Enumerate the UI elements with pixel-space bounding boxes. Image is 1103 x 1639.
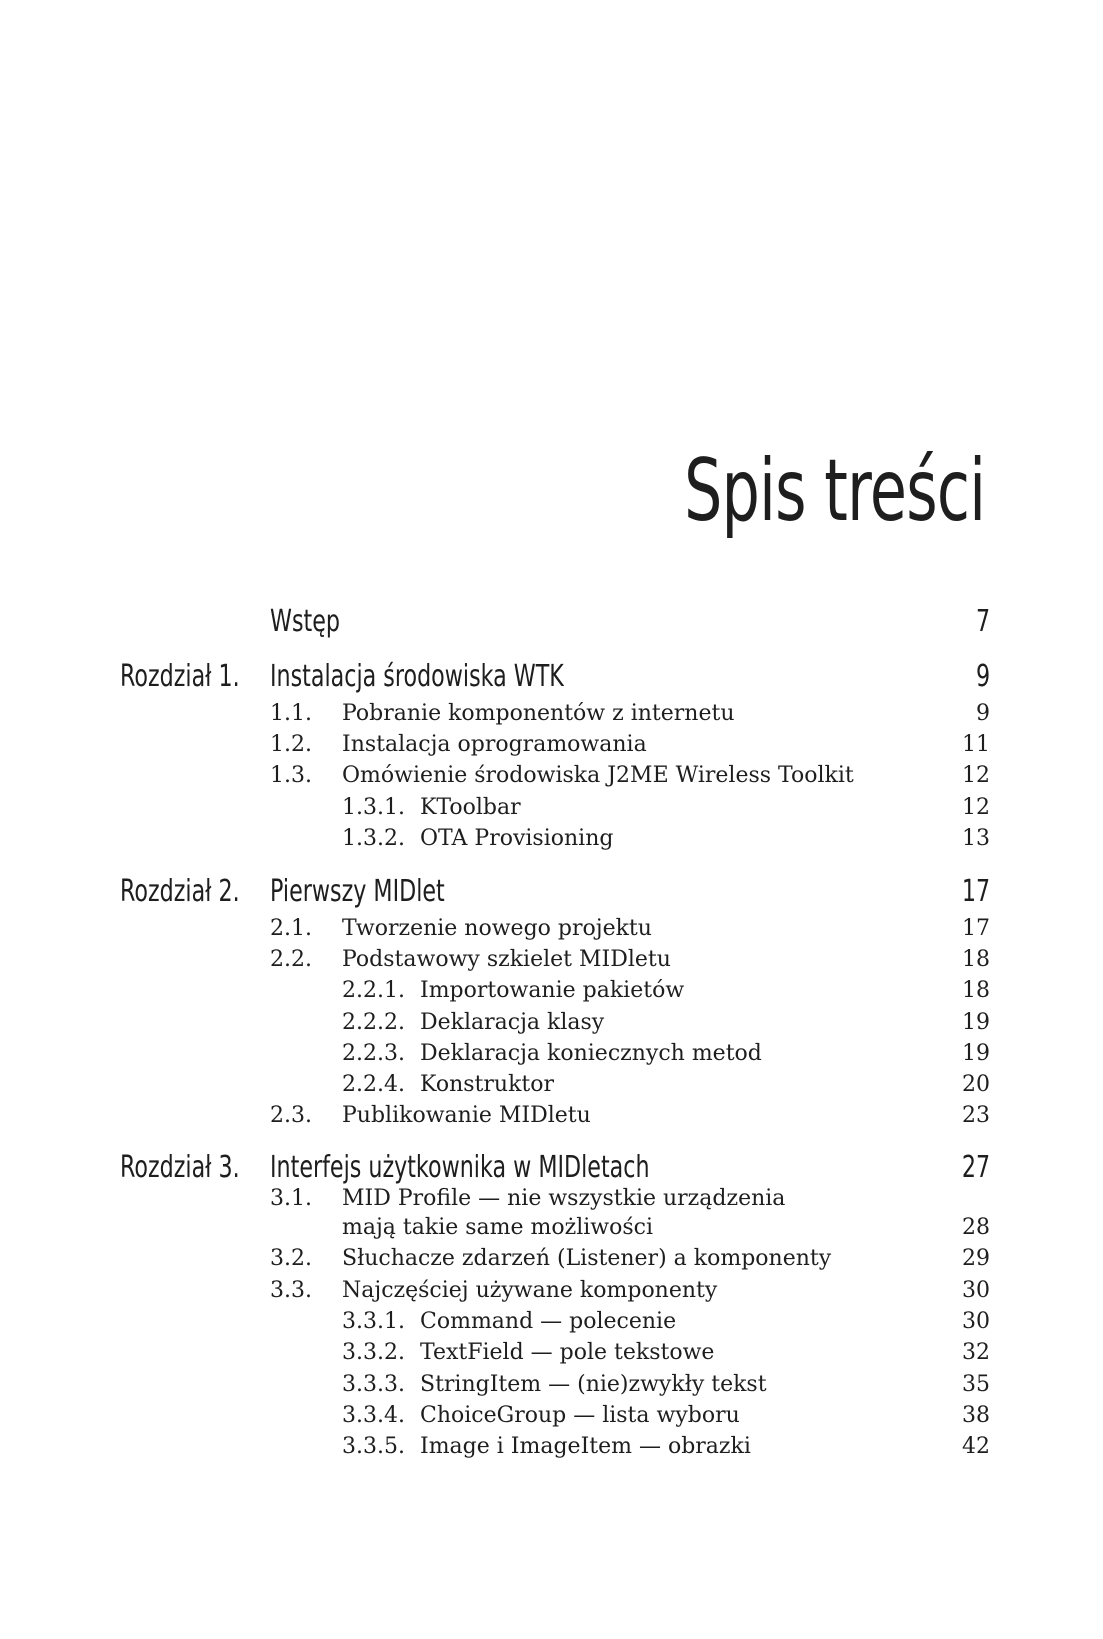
subsection-number: 3.3.2. — [342, 1340, 405, 1365]
section-page: 30 — [962, 1278, 990, 1303]
subsection-page: 38 — [962, 1403, 990, 1428]
chapter-title: Instalacja środowiska WTK — [270, 659, 564, 694]
subsection-number: 1.3.2. — [342, 826, 405, 851]
subsection-title: Deklaracja koniecznych metod — [420, 1041, 762, 1066]
subsection-title: ChoiceGroup — lista wyboru — [420, 1403, 740, 1428]
subsection-page: 32 — [962, 1340, 990, 1365]
section-page: 28 — [962, 1215, 990, 1240]
subsection-page: 13 — [962, 826, 990, 851]
subsection-title: StringItem — (nie)zwykły tekst — [420, 1372, 767, 1397]
chapter-page: 17 — [961, 874, 990, 909]
subsection-page: 12 — [962, 795, 990, 820]
section-title: Omówienie środowiska J2ME Wireless Toolkit — [342, 763, 854, 788]
subsection-title: Konstruktor — [420, 1072, 555, 1097]
chapter-label: Rozdział 2. — [120, 874, 240, 909]
section-number: 1.2. — [270, 732, 312, 757]
section-title: Podstawowy szkielet MIDletu — [342, 947, 671, 972]
section-title-line-1: MID Profile — nie wszystkie urządzenia — [342, 1186, 786, 1211]
section-number: 2.1. — [270, 916, 312, 941]
chapter-label: Rozdział 3. — [120, 1150, 240, 1185]
section-number: 3.2. — [270, 1246, 312, 1271]
section-title: Tworzenie nowego projektu — [342, 916, 652, 941]
subsection-title: TextField — pole tekstowe — [420, 1340, 715, 1365]
section-title: Pobranie komponentów z internetu — [342, 701, 735, 726]
section-number: 3.1. — [270, 1186, 312, 1211]
section-page: 29 — [962, 1246, 990, 1271]
subsection-number: 3.3.5. — [342, 1434, 405, 1459]
chapter-title: Interfejs użytkownika w MIDletach — [270, 1150, 650, 1185]
section-title: Publikowanie MIDletu — [342, 1103, 591, 1128]
chapter-page: 27 — [961, 1150, 990, 1185]
section-page: 12 — [962, 763, 990, 788]
chapter-page: 9 — [975, 659, 990, 694]
subsection-number: 1.3.1. — [342, 795, 405, 820]
subsection-number: 2.2.2. — [342, 1010, 405, 1035]
subsection-number: 3.3.1. — [342, 1309, 405, 1334]
section-number: 2.2. — [270, 947, 312, 972]
subsection-page: 30 — [962, 1309, 990, 1334]
subsection-number: 2.2.1. — [342, 978, 405, 1003]
section-page: 17 — [962, 916, 990, 941]
subsection-title: Deklaracja klasy — [420, 1010, 605, 1035]
preface-page: 7 — [975, 604, 990, 639]
subsection-number: 3.3.4. — [342, 1403, 405, 1428]
chapter-title: Pierwszy MIDlet — [270, 874, 445, 909]
subsection-title: Image i ImageItem — obrazki — [420, 1434, 751, 1459]
chapter-label: Rozdział 1. — [120, 659, 240, 694]
section-number: 3.3. — [270, 1278, 312, 1303]
subsection-title: Importowanie pakietów — [420, 978, 685, 1003]
section-page: 9 — [976, 701, 990, 726]
section-page: 11 — [962, 732, 990, 757]
subsection-page: 35 — [962, 1372, 990, 1397]
subsection-page: 42 — [962, 1434, 990, 1459]
section-number: 2.3. — [270, 1103, 312, 1128]
subsection-title: KToolbar — [420, 795, 521, 820]
page-title: Spis treści — [683, 441, 985, 541]
section-title: Słuchacze zdarzeń (Listener) a komponenty — [342, 1246, 832, 1271]
section-page: 23 — [962, 1103, 990, 1128]
subsection-page: 18 — [962, 978, 990, 1003]
section-title: Najczęściej używane komponenty — [342, 1278, 718, 1303]
preface-title: Wstęp — [270, 604, 340, 639]
subsection-page: 19 — [962, 1010, 990, 1035]
subsection-title: Command — polecenie — [420, 1309, 677, 1334]
section-page: 18 — [962, 947, 990, 972]
subsection-page: 19 — [962, 1041, 990, 1066]
section-number: 1.3. — [270, 763, 312, 788]
subsection-number: 2.2.3. — [342, 1041, 405, 1066]
subsection-title: OTA Provisioning — [420, 826, 614, 851]
subsection-number: 3.3.3. — [342, 1372, 405, 1397]
subsection-number: 2.2.4. — [342, 1072, 405, 1097]
subsection-page: 20 — [962, 1072, 990, 1097]
section-number: 1.1. — [270, 701, 312, 726]
section-title-line-2: mają takie same możliwości — [342, 1215, 654, 1240]
section-title: Instalacja oprogramowania — [342, 732, 647, 757]
